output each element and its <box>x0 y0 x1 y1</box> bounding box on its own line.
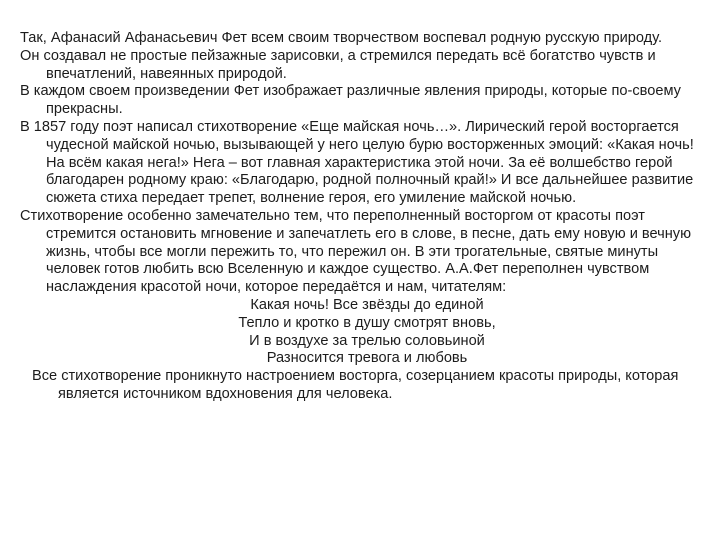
poem-line: Какая ночь! Все звёзды до единой <box>250 296 484 313</box>
paragraph-intro: Так, Афанасий Афанасьевич Фет всем своим творчеством воспевал родную русскую природу. <box>20 30 663 46</box>
document-body <box>20 30 696 404</box>
paragraph-may-night: В 1857 году поэт написал стихотворение «Еще майская ночь…». Лирический герой восторгается чудесной майской ночью, вызывающей у него целую бурю восторженных эмоций: «Какая ночь! На всём какая нега!» Нега – вот главная характеристика этой ночи. За её волшебство герой благодарен родному краю: «Благодарю, родной полночный край!» И все дальнейшее развитие сюжета стиха передает трепет, волнение героя, его умиление майской ночью. <box>20 118 694 207</box>
poem-quote <box>20 297 696 368</box>
poem-line: И в воздухе за трелью соловьиной <box>249 332 485 349</box>
poem-line: Тепло и кротко в душу смотрят вновь, <box>238 314 496 331</box>
poem-line: Разносится тревога и любовь <box>266 350 468 367</box>
paragraph-landscape: Он создавал не простые пейзажные зарисовки, а стремился передать всё богатство чувств и впечатлений, навеянных природой. <box>20 47 656 82</box>
paragraph-closing: Все стихотворение проникнуто настроением восторга, созерцанием красоты природы, которая является источником вдохновения для человека. <box>32 368 679 402</box>
paragraph-phenomena: В каждом своем произведении Фет изображает различные явления природы, которые по-своему прекрасны. <box>20 83 681 118</box>
paragraph-poem-analysis: Стихотворение особенно замечательно тем, что переполненный восторгом от красоты поэт стремится остановить мгновение и запечатлеть его в слове, в песне, дать ему новую и вечную жизнь, чтобы все могли пережить то, что пережил он. В эти трогательные, святые минуты человек готов любить всю Вселенную и каждое существо. А.А.Фет переполнен чувством наслаждения красотой ночи, которое передаётся и нам, читателям: <box>20 207 692 296</box>
